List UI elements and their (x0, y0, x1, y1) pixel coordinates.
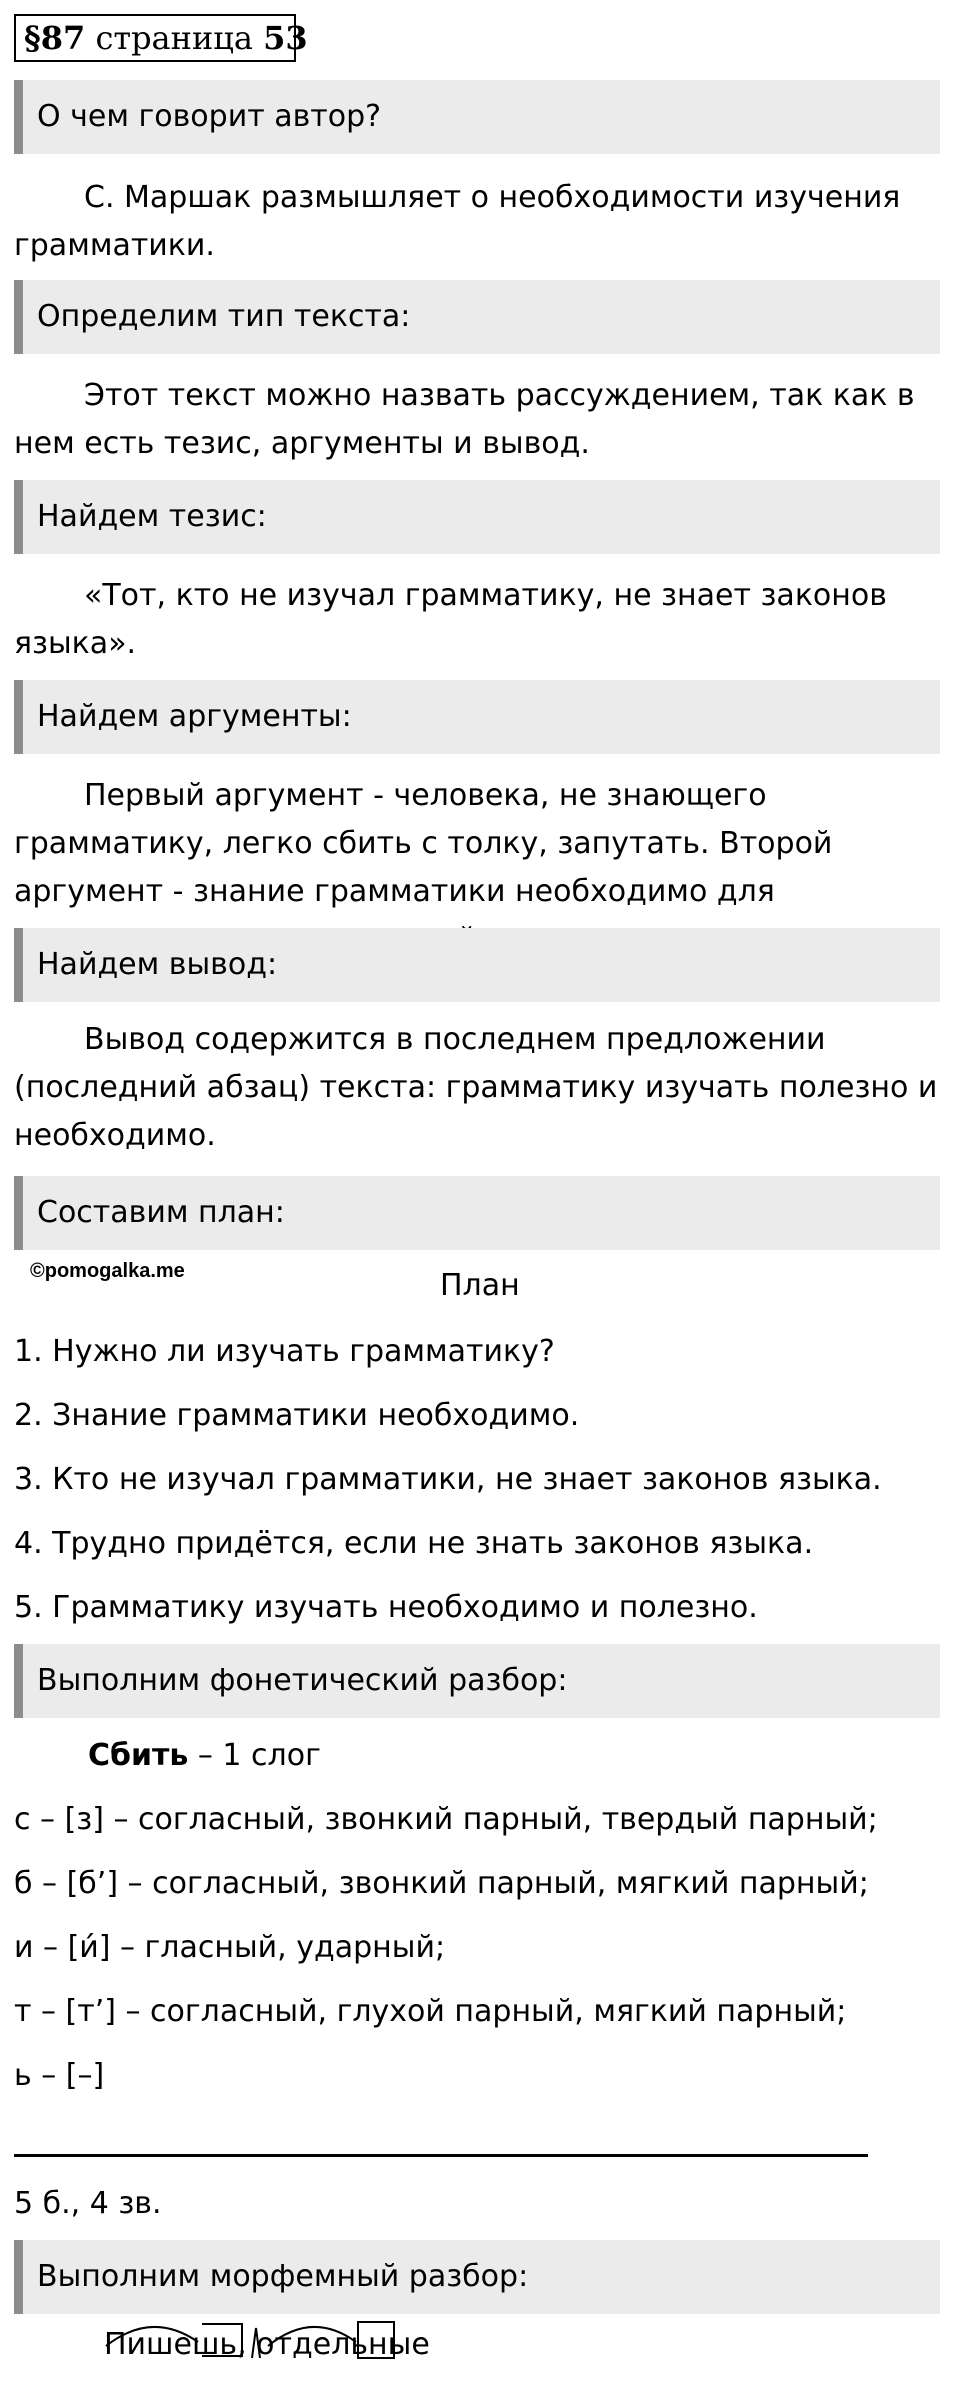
arguments-answer: Первый аргумент - человека, не знающего грамматику, легко сбить с толку, запутать. Второй аргумент - знание грамматики необходимо для (14, 778, 833, 909)
divider (14, 2154, 868, 2157)
morphemic-analysis (104, 2320, 430, 2380)
page-title (14, 14, 308, 62)
plan-item: 4. Трудно придётся, если не знать законов языка. (14, 1526, 814, 1561)
section-heading-thesis: Найдем тезис: (14, 480, 940, 554)
section-number: §87 (24, 19, 86, 57)
thesis-answer: «Тот, кто не изучал грамматику, не знает законов языка». (14, 578, 887, 661)
section-heading-plan: Составим план: (14, 1176, 940, 1250)
section-heading-text-type: Определим тип текста: (14, 280, 940, 354)
watermark: ©pomogalka.me (30, 1260, 185, 1282)
section-heading-arguments: Найдем аргументы: (14, 680, 940, 754)
phonetic-letter: и – [и́] – гласный, ударный; (14, 1930, 446, 1965)
phonetic-letter: ь – [–] (14, 2058, 105, 2093)
section-heading-author: О чем говорит автор? (14, 80, 940, 154)
phonetic-syllables: – 1 слог (188, 1738, 321, 1773)
phonetic-letter: с – [з] – согласный, звонкий парный, твердый парный; (14, 1802, 878, 1837)
author-answer: С. Маршак размышляет о необходимости изучения грамматики. (14, 180, 901, 263)
phonetic-letter: т – [т’] – согласный, глухой парный, мягкий парный; (14, 1994, 847, 2029)
phonetic-word-line (88, 1736, 321, 1776)
section-heading-conclusion: Найдем вывод: (14, 928, 940, 1002)
conclusion-answer: Вывод содержится в последнем предложении (последний абзац) текста: грамматику изучать полезно и необходимо. (14, 1022, 938, 1153)
page-word: страница (95, 19, 253, 57)
plan-item: 1. Нужно ли изучать грамматику? (14, 1334, 555, 1369)
phonetic-letter: б – [б’] – согласный, звонкий парный, мягкий парный; (14, 1866, 869, 1901)
phonetic-word: Сбить (88, 1738, 189, 1773)
plan-item: 5. Грамматику изучать необходимо и полезно. (14, 1590, 758, 1625)
section-heading-phonetic: Выполним фонетический разбор: (14, 1644, 940, 1718)
plan-item: 2. Знание грамматики необходимо. (14, 1398, 580, 1433)
phonetic-summary: 5 б., 4 зв. (14, 2186, 162, 2221)
text-type-answer: Этот текст можно назвать рассуждением, так как в нем есть тезис, аргументы и вывод. (14, 378, 915, 461)
section-heading-morphemic: Выполним морфемный разбор: (14, 2240, 940, 2314)
page-number: 53 (263, 19, 308, 57)
plan-item: 3. Кто не изучал грамматики, не знает законов языка. (14, 1462, 882, 1497)
plan-title: План (440, 1268, 520, 1303)
morphemic-words: Пишешь, отдельные (104, 2327, 430, 2362)
